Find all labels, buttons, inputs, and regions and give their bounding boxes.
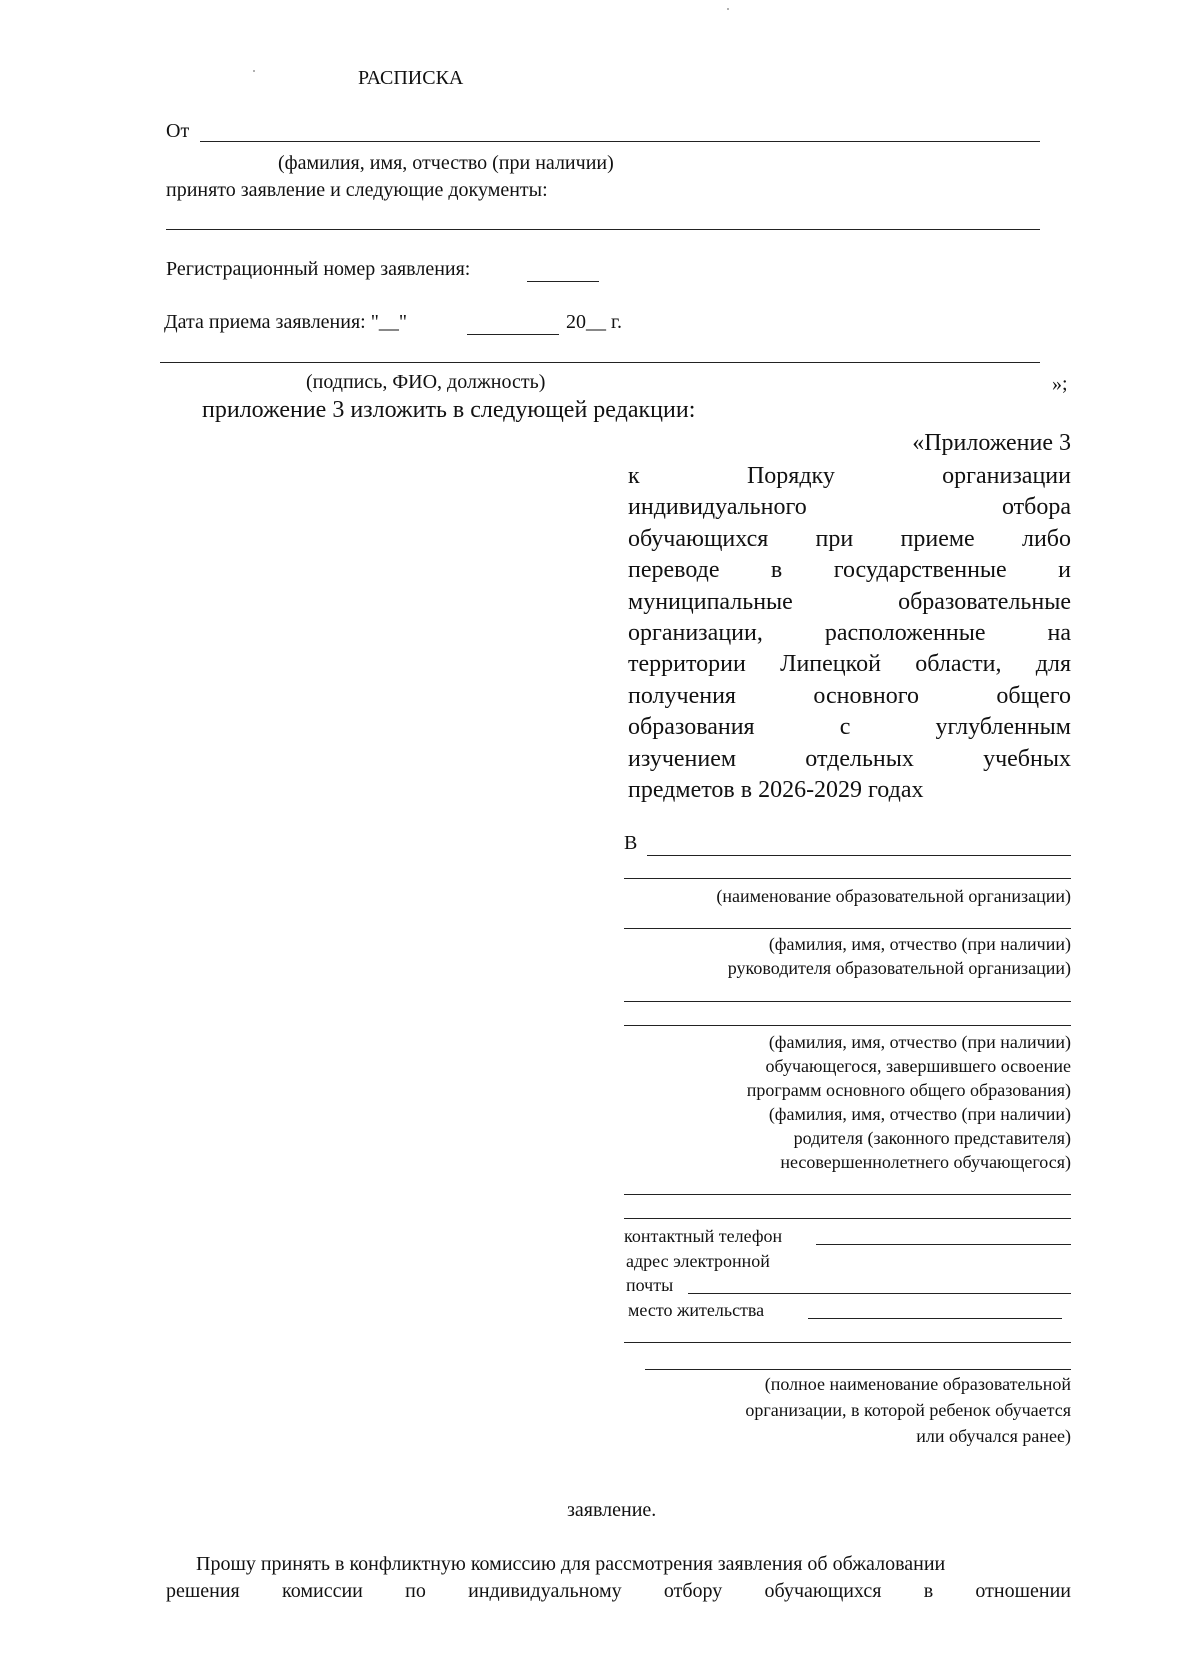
parent-line-2 [624,1218,1071,1219]
to-label: В [624,832,638,854]
head-line [624,928,1071,929]
from-line [200,141,1040,142]
student-caption-2: обучающегося, завершившего освоение [765,1056,1071,1076]
accepted-text: принято заявление и следующие документы: [166,179,548,201]
student-line-1 [624,1001,1071,1002]
application-line-2: решения комиссии по индивидуальному отбору обучающихся в отношении [166,1580,1071,1602]
signature-line [160,362,1040,363]
appendix-line: образования с углубленным [628,714,1071,741]
student-caption-3: программ основного общего образования) [746,1080,1071,1100]
residence-label: место жительства [628,1300,765,1320]
appendix-line: организации, расположенные на [628,620,1071,647]
instruction-text: приложение 3 изложить в следующей редакции: [202,397,696,423]
date-label: Дата приема заявления: "__" [164,311,408,333]
school-caption-1: (полное наименование образовательной [764,1374,1071,1394]
appendix-line: обучающихся при приеме либо [628,525,1071,552]
parent-caption-2: родителя (законного представителя) [793,1128,1071,1148]
phone-line [816,1244,1071,1245]
scan-speck [253,70,255,72]
residence-line [808,1318,1062,1319]
year-label: 20__ г. [566,311,622,333]
application-line-1: Прошу принять в конфликтную комиссию для рассмотрения заявления об обжаловании [196,1553,946,1575]
application-heading: заявление. [567,1499,657,1521]
signature-caption: (подпись, ФИО, должность) [306,371,546,393]
appendix-line: изучением отдельных учебных [628,745,1071,772]
student-line-2 [624,1025,1071,1026]
org-caption: (наименование образовательной организации) [716,886,1071,906]
head-caption-2: руководителя образовательной организации) [727,958,1071,978]
appendix-line: переводе в государственные и [628,557,1071,584]
student-caption-1: (фамилия, имя, отчество (при наличии) [768,1032,1071,1052]
org-line-2 [624,878,1071,879]
closing-quote: »; [1052,373,1068,395]
appendix-title: «Приложение 3 [912,430,1071,456]
scan-speck [727,8,729,10]
fio-caption: (фамилия, имя, отчество (при наличии) [278,152,614,174]
org-line-1 [647,855,1071,856]
appendix-line: территории Липецкой области, для [628,651,1071,678]
parent-caption-1: (фамилия, имя, отчество (при наличии) [768,1104,1071,1124]
month-line [467,334,559,335]
appendix-description [628,461,1071,806]
appendix-line: получения основного общего [628,682,1071,709]
head-caption-1: (фамилия, имя, отчество (при наличии) [768,934,1071,954]
email-label-2: почты [626,1275,674,1295]
appendix-line: предметов в 2026-2029 годах [628,777,924,804]
school-caption-2: организации, в которой ребенок обучается [745,1400,1071,1420]
parent-caption-3: несовершеннолетнего обучающегося) [780,1152,1071,1172]
school-caption-3: или обучался ранее) [916,1426,1071,1446]
reg-number-label: Регистрационный номер заявления: [166,258,471,280]
residence-line-2 [624,1342,1071,1343]
parent-line-1 [624,1194,1071,1195]
reg-number-line [527,281,599,282]
email-label-1: адрес электронной [626,1251,770,1271]
documents-line [166,229,1040,230]
appendix-line: индивидуального отбора [628,494,1071,521]
phone-label: контактный телефон [624,1226,783,1246]
from-label: От [166,120,190,142]
receipt-title: РАСПИСКА [358,67,464,89]
email-line [688,1293,1071,1294]
school-line [645,1369,1071,1370]
appendix-line: к Порядку организации [628,463,1071,489]
appendix-line: муниципальные образовательные [628,588,1071,615]
